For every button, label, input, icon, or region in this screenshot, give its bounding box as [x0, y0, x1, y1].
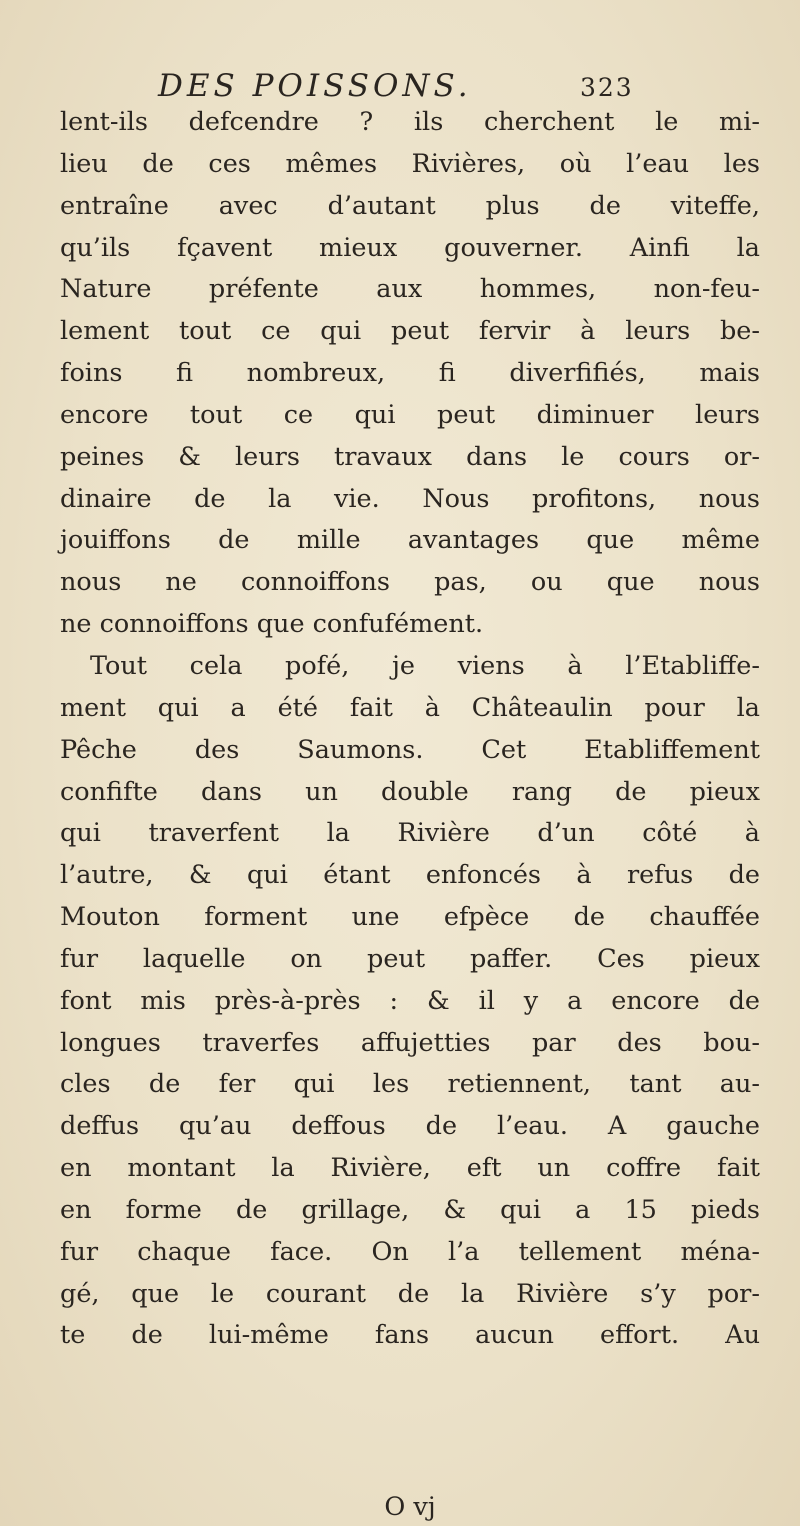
text-line: peines & leurs travaux dans le cours or- — [60, 441, 760, 472]
text-line: en forme de grillage, & qui a 15 pieds — [60, 1194, 760, 1225]
text-line: gé, que le courant de la Rivière s’y por- — [60, 1278, 760, 1309]
text-line: Mouton forment une efpèce de chauffée — [60, 902, 760, 933]
text-line: qu’ils fçavent mieux gouverner. Ainfi la — [60, 232, 760, 263]
text-line: encore tout ce qui peut diminuer leurs — [60, 399, 760, 430]
text-line: deffus qu’au deffous de l’eau. A gauche — [60, 1111, 760, 1142]
text-line: jouiffons de mille avantages que même — [60, 525, 760, 556]
text-line: dinaire de la vie. Nous profitons, nous — [60, 483, 760, 514]
text-line: lement tout ce qui peut fervir à leurs be- — [60, 316, 760, 347]
text-line: cles de fer qui les retiennent, tant au- — [60, 1069, 760, 1100]
text-line: Pêche des Saumons. Cet Etabliffement — [60, 734, 760, 765]
paragraph-start-line: Tout cela pofé, je viens à l’Etabliffe- — [90, 650, 760, 681]
text-line: l’autre, & qui étant enfoncés à refus de — [60, 860, 760, 891]
page-header — [0, 66, 800, 106]
text-line: foins fi nombreux, fi diverfifiés, mais — [60, 358, 760, 389]
running-title: DES POISSONS. — [158, 68, 472, 104]
text-line: fur laquelle on peut paffer. Ces pieux — [60, 943, 760, 974]
text-line: te de lui-même fans aucun effort. Au — [60, 1320, 760, 1351]
paragraph-end-line: ne connoiffons que confufément. — [60, 609, 484, 640]
text-line: fur chaque face. On l’a tellement ména- — [60, 1236, 760, 1267]
text-line: confifte dans un double rang de pieux — [60, 776, 760, 807]
text-line: ment qui a été fait à Châteaulin pour la — [60, 692, 760, 723]
page-number: 323 — [580, 73, 634, 102]
text-line: font mis près-à-près : & il y a encore de — [60, 985, 760, 1016]
body-text — [60, 102, 760, 1357]
text-line: lieu de ces mêmes Rivières, où l’eau les — [60, 148, 760, 179]
text-line: Nature préfente aux hommes, non-feu- — [60, 274, 760, 305]
text-line: nous ne connoiffons pas, ou que nous — [60, 567, 760, 598]
text-line: qui traverfent la Rivière d’un côté à — [60, 818, 760, 849]
signature-mark: O vj — [384, 1492, 436, 1522]
text-line: longues traverfes affujetties par des bou- — [60, 1027, 760, 1058]
text-line: entraîne avec d’autant plus de viteffe, — [60, 190, 760, 221]
text-line: lent-ils defcendre ? ils cherchent le mi- — [60, 107, 760, 137]
text-line: en montant la Rivière, eft un coffre fait — [60, 1153, 760, 1184]
